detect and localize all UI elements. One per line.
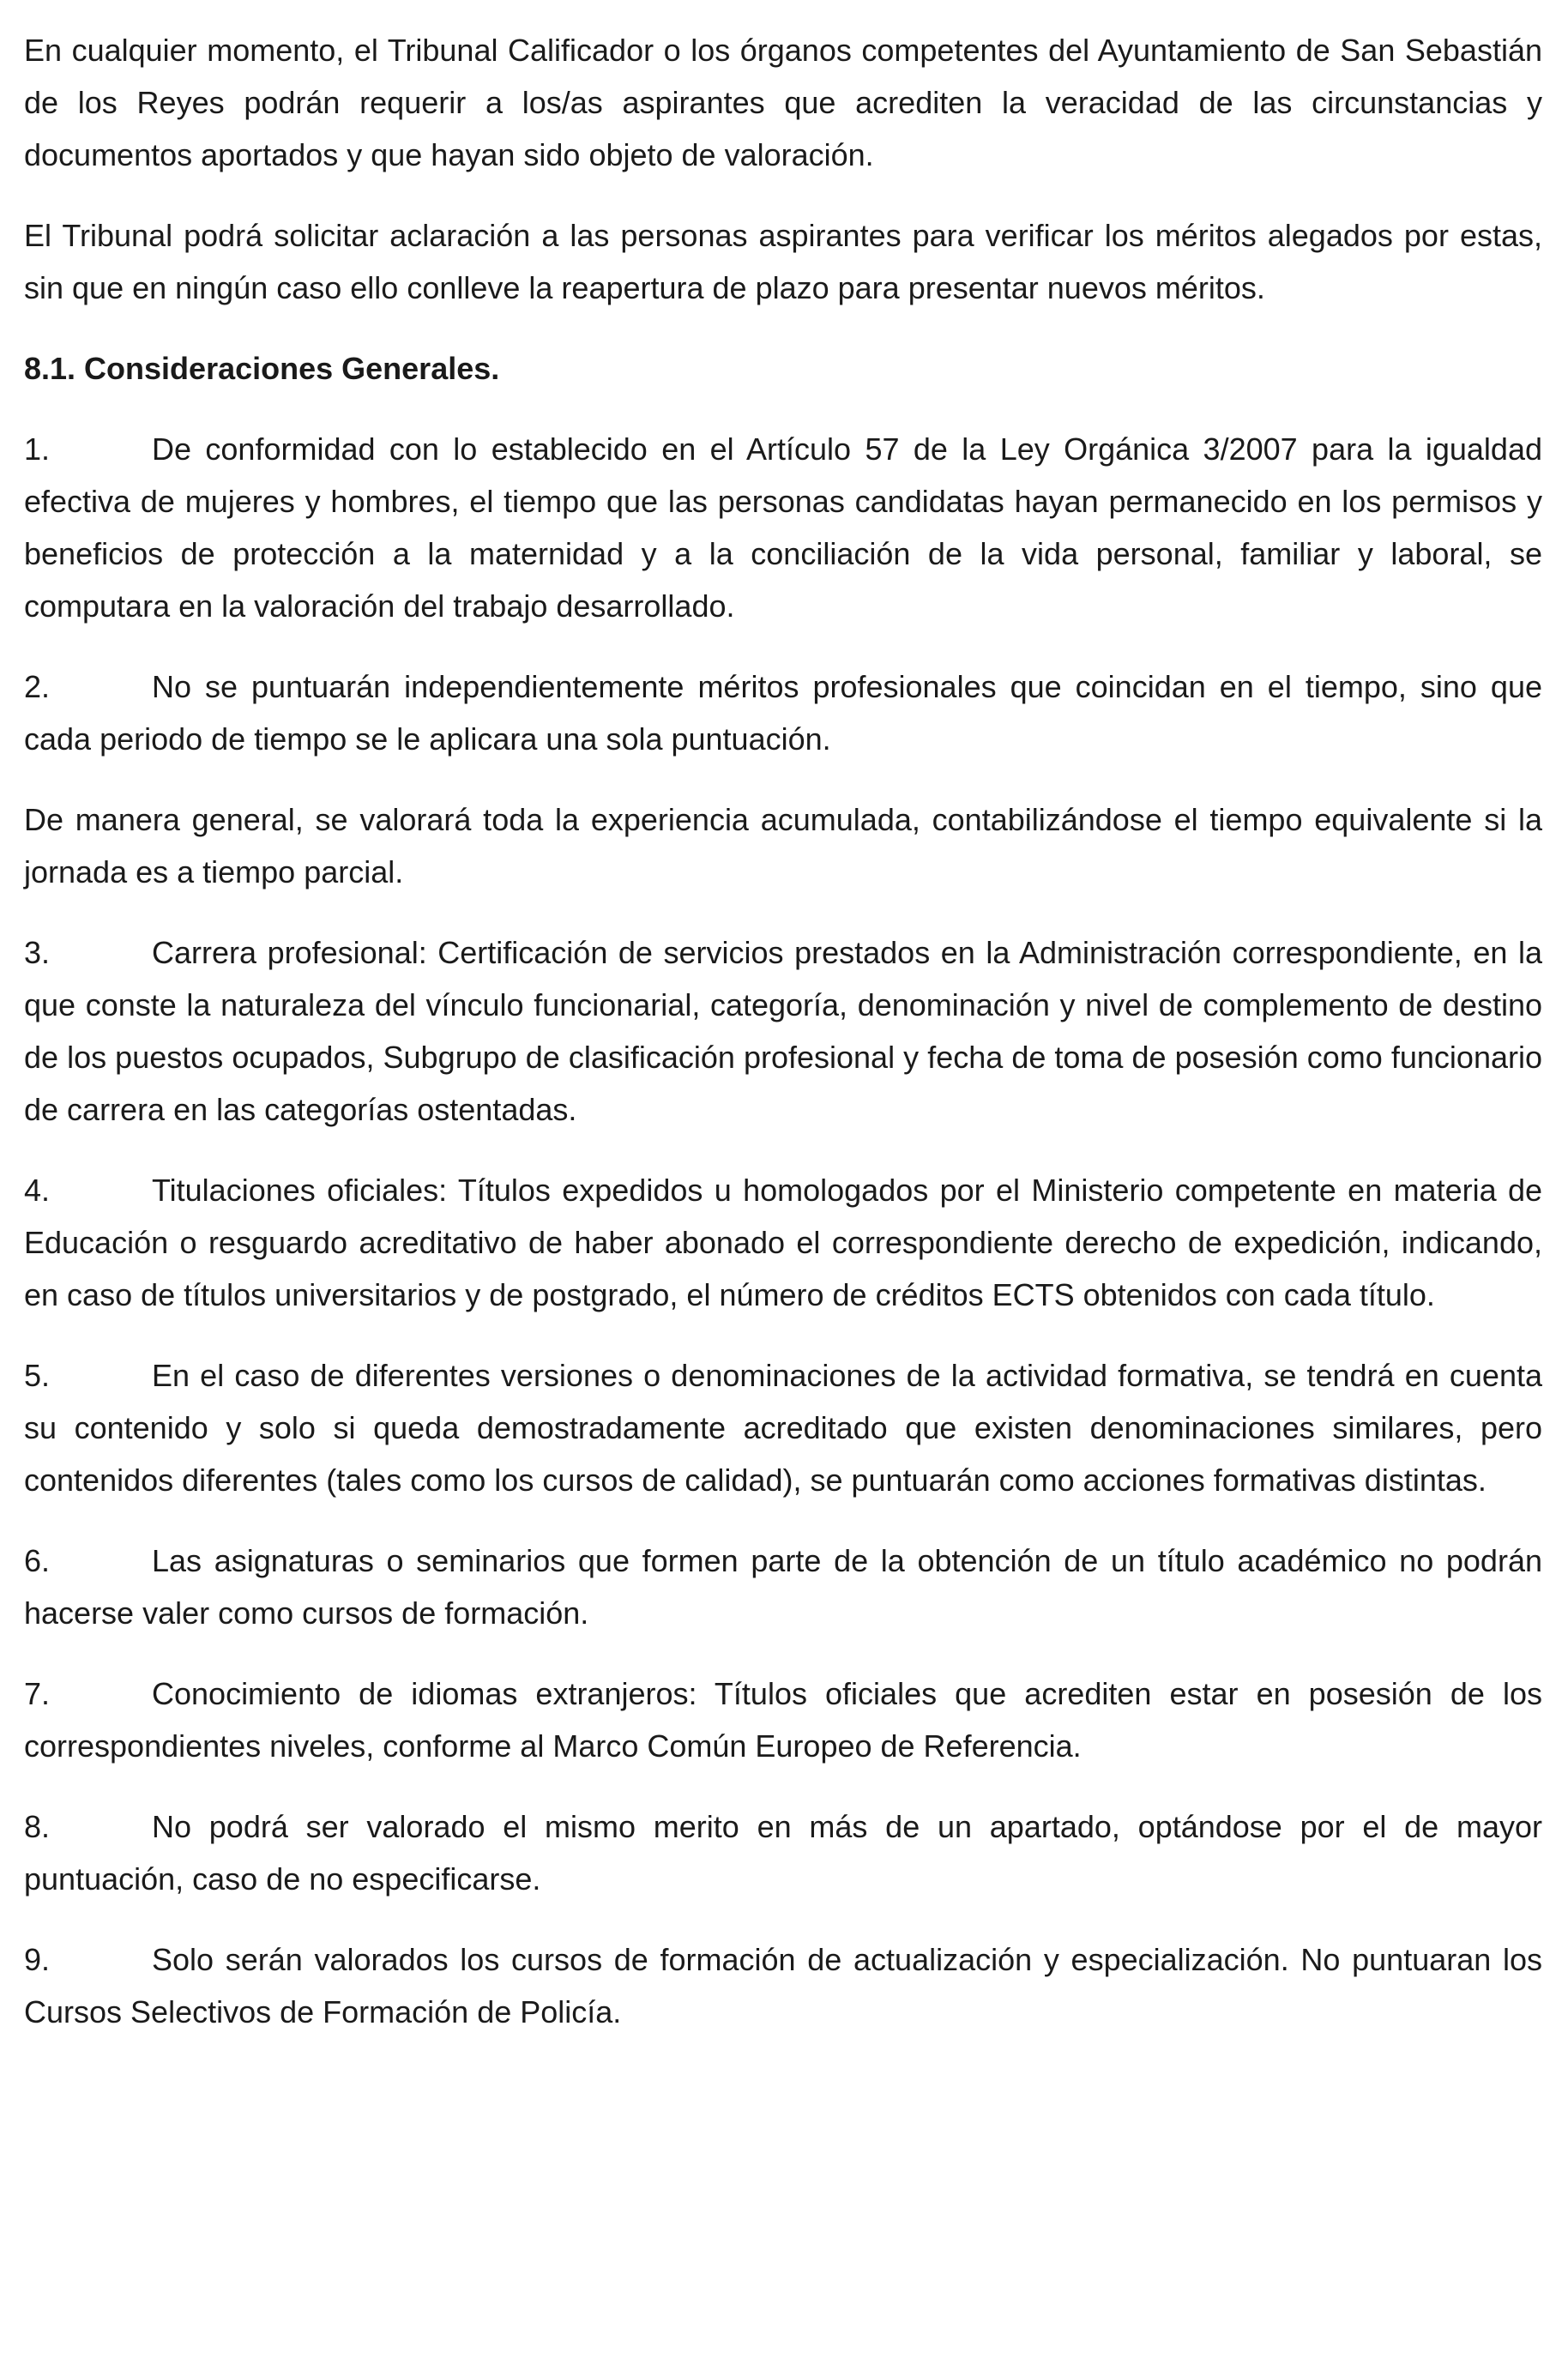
list-item bbox=[24, 1800, 1542, 1905]
item-text: Las asignaturas o seminarios que formen parte de la obtención de un título académico no podrán hacerse valer como cursos de formación. bbox=[24, 1543, 1542, 1631]
list-item bbox=[24, 660, 1542, 765]
item-number: 1. bbox=[24, 431, 51, 467]
item-number: 5. bbox=[24, 1358, 51, 1393]
item-number: 4. bbox=[24, 1173, 51, 1208]
document-page bbox=[24, 24, 1542, 2066]
item-number: 6. bbox=[24, 1543, 51, 1578]
item-text: De conformidad con lo establecido en el Artículo 57 de la Ley Orgánica 3/2007 para la igualdad efectiva de mujeres y hombres, el tiempo que las personas candidatas hayan permanecido en los permisos y beneficios de protección a la maternidad y a la conciliación de la vida personal, familiar y laboral, se computara en la valoración del trabajo desarrollado. bbox=[24, 431, 1542, 624]
paragraph-verification: En cualquier momento, el Tribunal Calificador o los órganos competentes del Ayuntamiento de San Sebastián de los Reyes podrán requerir a los/as aspirantes que acrediten la veracidad de las circunstancias y documentos aportados y que hayan sido objeto de valoración. bbox=[24, 33, 1542, 172]
list-item bbox=[24, 1164, 1542, 1321]
item-text: Solo serán valorados los cursos de formación de actualización y especialización. No puntuaran los Cursos Selectivos de Formación de Policía. bbox=[24, 1942, 1542, 2029]
item-text: En el caso de diferentes versiones o denominaciones de la actividad formativa, se tendrá en cuenta su contenido y solo si queda demostradamente acreditado que existen denominaciones similares, pero contenidos diferentes (tales como los cursos de calidad), se puntuarán como acciones formativas distintas. bbox=[24, 1358, 1542, 1498]
item-text: No podrá ser valorado el mismo merito en más de un apartado, optándose por el de mayor puntuación, caso de no especificarse. bbox=[24, 1809, 1542, 1897]
list-item bbox=[24, 1933, 1542, 2038]
item-number: 3. bbox=[24, 935, 51, 970]
item-text: De manera general, se valorará toda la experiencia acumulada, contabilizándose el tiempo equivalente si la jornada es a tiempo parcial. bbox=[24, 802, 1542, 890]
item-text: Carrera profesional: Certificación de servicios prestados en la Administración correspondiente, en la que conste la naturaleza del vínculo funcionarial, categoría, denominación y nivel de complemento de destino de los puestos ocupados, Subgrupo de clasificación profesional y fecha de toma de posesión como funcionario de carrera en las categorías ostentadas. bbox=[24, 935, 1542, 1127]
list-item bbox=[24, 1349, 1542, 1506]
item-number: 8. bbox=[24, 1809, 51, 1844]
item-number: 7. bbox=[24, 1676, 51, 1711]
list-item bbox=[24, 423, 1542, 632]
item-text: Conocimiento de idiomas extranjeros: Títulos oficiales que acrediten estar en posesión de los correspondientes niveles, conforme al Marco Común Europeo de Referencia. bbox=[24, 1676, 1542, 1764]
list-item bbox=[24, 1535, 1542, 1639]
paragraph-clarification: El Tribunal podrá solicitar aclaración a las personas aspirantes para verificar los méritos alegados por estas, sin que en ningún caso ello conlleve la reapertura de plazo para presentar nuevos méritos. bbox=[24, 218, 1542, 305]
section-heading: 8.1. Consideraciones Generales. bbox=[24, 351, 500, 386]
item-text: No se puntuarán independientemente méritos profesionales que coincidan en el tiempo, sino que cada periodo de tiempo se le aplicara una sola puntuación. bbox=[24, 669, 1542, 757]
item-number: 2. bbox=[24, 669, 51, 704]
list-item bbox=[24, 1667, 1542, 1772]
list-item bbox=[24, 926, 1542, 1136]
item-text: Titulaciones oficiales: Títulos expedidos u homologados por el Ministerio competente en materia de Educación o resguardo acreditativo de haber abonado el correspondiente derecho de expedición, indicando, en caso de títulos universitarios y de postgrado, el número de créditos ECTS obtenidos con cada título. bbox=[24, 1173, 1542, 1312]
item-number: 9. bbox=[24, 1942, 51, 1977]
list-item-continuation bbox=[24, 793, 1542, 898]
